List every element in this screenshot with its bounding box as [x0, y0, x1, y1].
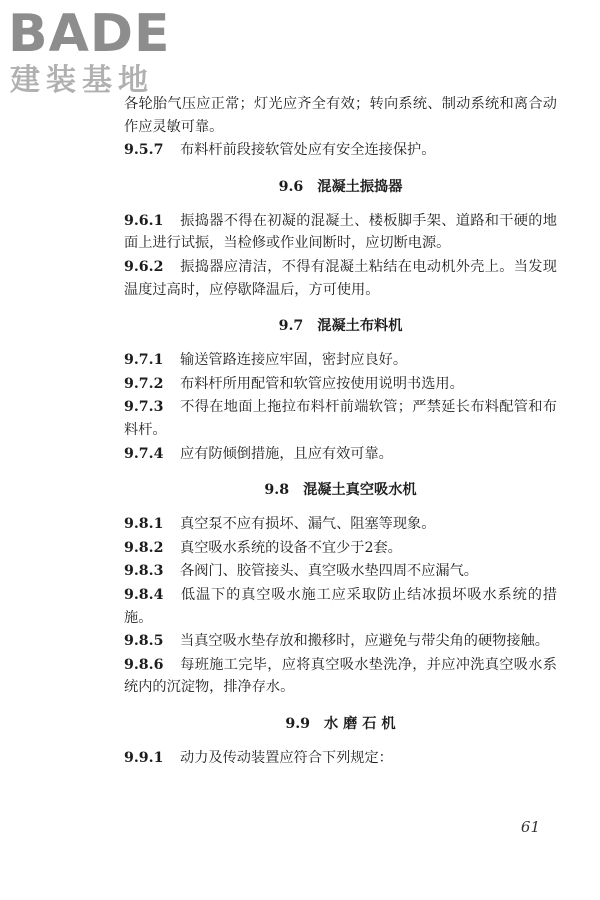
clause-9-8-3	[124, 560, 557, 583]
clause-text: 不得在地面上拖拉布料杆前端软管；严禁延长布料配管和布料杆。	[124, 399, 557, 438]
section-number: 9.9	[285, 715, 311, 732]
clause-text: 布料杆前段接软管处应有安全连接保护。	[180, 142, 436, 159]
clause-9-7-2	[124, 373, 557, 396]
clause-number: 9.8.6	[124, 656, 164, 673]
section-title: 水 磨 石 机	[324, 715, 396, 732]
clause-number: 9.5.7	[124, 142, 164, 159]
clause-number: 9.7.4	[124, 445, 164, 462]
clause-9-8-2	[124, 537, 557, 560]
clause-9-7-1	[124, 349, 557, 372]
clause-text: 应有防倾倒措施，且应有效可靠。	[180, 445, 393, 462]
clause-text: 每班施工完毕，应将真空吸水垫洗净，并应冲洗真空吸水系统内的沉淀物，排净存水。	[124, 656, 557, 696]
section-heading-9-8	[124, 479, 557, 501]
clause-text: 真空吸水系统的设备不宜少于2套。	[180, 539, 402, 556]
clause-9-6-1	[124, 210, 557, 255]
clause-9-5-7	[124, 139, 557, 162]
section-title: 混凝土振捣器	[317, 178, 403, 195]
clause-text: 真空泵不应有损坏、漏气、阻塞等现象。	[180, 516, 436, 533]
section-number: 9.8	[264, 482, 290, 499]
section-heading-9-9	[124, 713, 557, 735]
clause-9-7-3	[124, 396, 557, 441]
clause-text: 振捣器应清洁，不得有混凝土粘结在电动机外壳上。当发现温度过高时，应停歇降温后，方可使用。	[124, 258, 557, 298]
section-heading-9-7	[124, 315, 557, 337]
clause-9-7-4	[124, 443, 557, 466]
clause-text: 各阀门、胶管接头、真空吸水垫四周不应漏气。	[180, 563, 478, 580]
clause-number: 9.7.1	[124, 352, 164, 369]
section-heading-9-6	[124, 176, 557, 198]
clause-9-8-5	[124, 630, 557, 653]
clause-number: 9.8.3	[124, 563, 164, 580]
section-number: 9.6	[278, 178, 304, 195]
logo-subtitle: 建装基地	[10, 63, 154, 98]
clause-9-8-4	[124, 584, 557, 629]
clause-number: 9.7.2	[124, 375, 164, 392]
logo-wordmark: BADE	[8, 4, 171, 64]
clause-number: 9.9.1	[124, 749, 164, 766]
clause-number: 9.7.3	[124, 399, 164, 416]
clause-text: 振捣器不得在初凝的混凝土、楼板脚手架、道路和干硬的地面上进行试振，当检修或作业间断时，应切断电源。	[124, 212, 557, 252]
clause-number: 9.8.4	[124, 586, 164, 603]
clause-9-6-2	[124, 256, 557, 301]
page-number: 61	[520, 818, 540, 836]
continued-paragraph	[124, 93, 557, 138]
clause-text: 动力及传动装置应符合下列规定：	[180, 749, 393, 766]
clause-text: 低温下的真空吸水施工应采取防止结冰损坏吸水系统的措施。	[124, 586, 557, 626]
clause-9-8-6	[124, 654, 557, 699]
section-title: 混凝土布料机	[317, 318, 403, 335]
section-title: 混凝土真空吸水机	[303, 482, 417, 499]
clause-number: 9.8.2	[124, 539, 164, 556]
clause-number: 9.8.1	[124, 516, 164, 533]
bade-logo	[8, 6, 180, 98]
clause-9-8-1	[124, 513, 557, 536]
clause-9-9-1	[124, 747, 557, 770]
clause-number: 9.8.5	[124, 633, 164, 650]
document-body	[124, 93, 557, 770]
paragraph-text: 各轮胎气压应正常；灯光应齐全有效；转向系统、制动系统和离合动作应灵敏可靠。	[124, 96, 557, 135]
clause-number: 9.6.2	[124, 258, 164, 275]
clause-text: 当真空吸水垫存放和搬移时，应避免与带尖角的硬物接触。	[180, 633, 549, 650]
clause-text: 输送管路连接应牢固，密封应良好。	[180, 352, 408, 369]
clause-text: 布料杆所用配管和软管应按使用说明书选用。	[180, 375, 464, 392]
section-number: 9.7	[278, 318, 304, 335]
clause-number: 9.6.1	[124, 212, 164, 229]
